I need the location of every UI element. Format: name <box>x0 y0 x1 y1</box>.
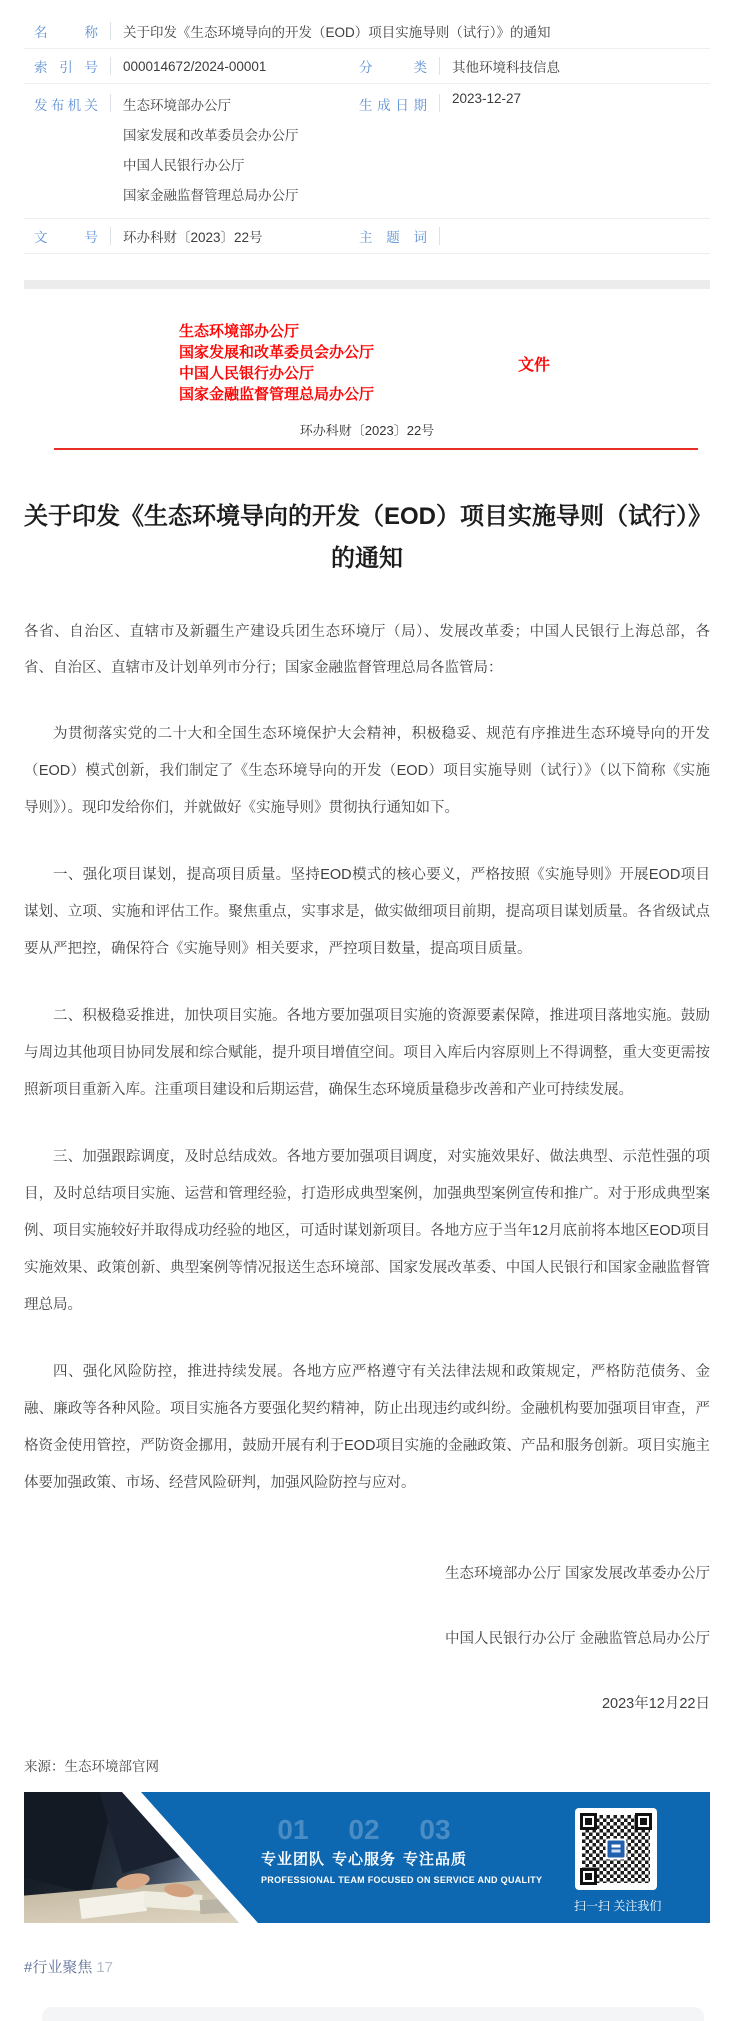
letterhead-line: 国家金融监督管理总局办公厅 <box>179 386 375 403</box>
banner-number: 02 <box>348 1814 380 1845</box>
banner-label: 专心服务 <box>331 1851 396 1868</box>
letterhead-line: 生态环境部办公厅 <box>179 323 300 340</box>
qr-block <box>574 1808 662 1914</box>
paragraph: 一、强化项目谋划，提高项目质量。坚持EOD模式的核心要义，严格按照《实施导则》开展EOD项目谋划、立项、实施和评估工作。聚焦重点，实事求是，做实做细项目前期，提高项目谋划质量。各省级试点要从严把控，确保符合《实施导则》相关要求，严控项目数量，提高项目质量。 <box>24 867 710 957</box>
divider <box>110 57 111 75</box>
meta-value-gen-date: 2023-12-27 <box>452 91 522 106</box>
signature-line: 生态环境部办公厅 国家发展改革委办公厅 <box>444 1566 710 1582</box>
meta-row-docno <box>24 219 710 254</box>
letterhead-doc-tag: 文件 <box>517 356 550 374</box>
source-line: 来源：生态环境部官网 <box>24 1759 159 1774</box>
qr-caption: 扫一扫 关注我们 <box>574 1899 662 1913</box>
divider <box>439 227 440 245</box>
signature-line: 中国人民银行办公厅 金融监管总局办公厅 <box>444 1631 710 1647</box>
banner-slogan-item <box>261 1816 325 1869</box>
meta-label-docno: 文号 <box>34 230 98 245</box>
banner-slogan-item <box>403 1816 467 1869</box>
paragraph: 四、强化风险防控，推进持续发展。各地方应严格遵守有关法律法规和政策规定，严格防范债务、金融、廉政等各种风险。项目实施各方要强化契约精神，防止出现违约或纠纷。金融机构要加强项目审查，严格资金使用管控，严防资金挪用，鼓励开展有利于EOD项目实施的金融政策、产品和服务创新。项目实施主体要加强政策、市场、经营风险研判，加强风险防控与应对。 <box>24 1364 710 1491</box>
banner-english-caption: PROFESSIONAL TEAM FOCUSED ON SERVICE AND QUALITY <box>261 1875 543 1885</box>
paragraph: 三、加强跟踪调度，及时总结成效。各地方要加强项目调度，对实施效果好、做法典型、示范性强的项目，及时总结项目实施、运营和管理经验，打造形成典型案例，加强典型案例宣传和推广。对于形成典型案例、项目实施较好并取得成功经验的地区，可适时谋划新项目。各地方应于当年12月底前将本地区EOD项目实施效果、政策创新、典型案例等情况报送生态环境部、国家发展改革委、中国人民银行和国家金融监督管理总局。 <box>24 1149 710 1313</box>
banner-slogans <box>261 1814 543 1885</box>
meta-value-index: 000014672/2024-00001 <box>123 58 267 74</box>
salutation: 各省、自治区、直辖市及新疆生产建设兵团生态环境厅（局）、发展改革委；中国人民银行上海总部，各省、自治区、直辖市及计划单列市分行；国家金融监督管理总局各监管局： <box>24 624 710 676</box>
divider <box>110 22 111 40</box>
divider <box>439 57 440 75</box>
qr-code <box>575 1808 657 1890</box>
banner-label: 专注品质 <box>402 1851 467 1868</box>
qr-finder <box>580 1868 597 1885</box>
banner-label: 专业团队 <box>261 1851 326 1868</box>
article-title-line2: 的通知 <box>331 545 403 572</box>
article-title <box>24 496 713 580</box>
article-title-line1: 关于印发《生态环境导向的开发（EOD）项目实施导则（试行）》 <box>24 503 713 530</box>
letterhead <box>24 321 710 405</box>
topic-tag[interactable] <box>24 1956 710 1977</box>
letterhead-line: 国家发展和改革委员会办公厅 <box>179 344 375 361</box>
divider <box>439 94 440 112</box>
paragraph: 为贯彻落实党的二十大和全国生态环境保护大会精神，积极稳妥、规范有序推进生态环境导向的开发（EOD）模式创新，我们制定了《生态环境导向的开发（EOD）项目实施导则（试行）》（以下简称《实施导则》）。现印发给你们，并就做好《实施导则》贯彻执行通知如下。 <box>24 726 710 816</box>
meta-value-issuer <box>123 91 349 211</box>
promo-banner <box>24 1792 710 1923</box>
separator-bar <box>24 280 710 289</box>
meta-row-name <box>24 14 710 49</box>
divider <box>110 227 111 245</box>
letterhead-issuers <box>179 321 374 405</box>
meta-value-category: 其他环境科技信息 <box>452 60 560 75</box>
bottom-panel-preview <box>42 2007 704 2021</box>
topic-tag-count: 17 <box>96 1959 114 1976</box>
meta-value-docno: 环办科财〔2023〕22号 <box>123 230 263 245</box>
meta-label-name: 名称 <box>34 25 98 40</box>
meta-label-category: 分类 <box>359 60 427 75</box>
banner-number: 01 <box>277 1814 309 1845</box>
issuer-line: 生态环境部办公厅 <box>123 98 231 113</box>
issuer-line: 国家金融监督管理总局办公厅 <box>123 188 299 203</box>
divider <box>110 94 111 112</box>
meta-label-subject: 主题词 <box>359 230 427 245</box>
letterhead-doc-number: 环办科财〔2023〕22号 <box>299 423 435 438</box>
meta-value-name: 关于印发《生态环境导向的开发（EOD）项目实施导则（试行）》的通知 <box>123 25 551 40</box>
document-meta-table <box>24 14 710 254</box>
meta-label-issuer: 发布机关 <box>34 98 98 113</box>
qr-center-logo <box>606 1839 627 1860</box>
meta-row-issuer <box>24 84 710 219</box>
signature-date: 2023年12月22日 <box>601 1696 710 1712</box>
letterhead-line: 中国人民银行办公厅 <box>179 365 315 382</box>
issuer-line: 中国人民银行办公厅 <box>123 158 245 173</box>
qr-finder <box>580 1813 597 1830</box>
meta-label-index: 索引号 <box>34 60 98 75</box>
qr-finder <box>635 1813 652 1830</box>
topic-tag-label[interactable]: #行业聚焦 <box>24 1959 93 1976</box>
paragraph: 二、积极稳妥推进，加快项目实施。各地方要加强项目实施的资源要素保障，推进项目落地实施。鼓励与周边其他项目协同发展和综合赋能，提升项目增值空间。项目入库后内容原则上不得调整，重大变更需按照新项目重新入库。注重项目建设和后期运营，确保生态环境质量稳步改善和产业可持续发展。 <box>24 1008 710 1098</box>
meta-row-index <box>24 49 710 84</box>
banner-slogan-item <box>332 1816 396 1869</box>
banner-number: 03 <box>419 1814 451 1845</box>
meta-label-gen-date: 生成日期 <box>359 98 427 113</box>
issuer-line: 国家发展和改革委员会办公厅 <box>123 128 299 143</box>
red-divider-line <box>54 448 698 450</box>
